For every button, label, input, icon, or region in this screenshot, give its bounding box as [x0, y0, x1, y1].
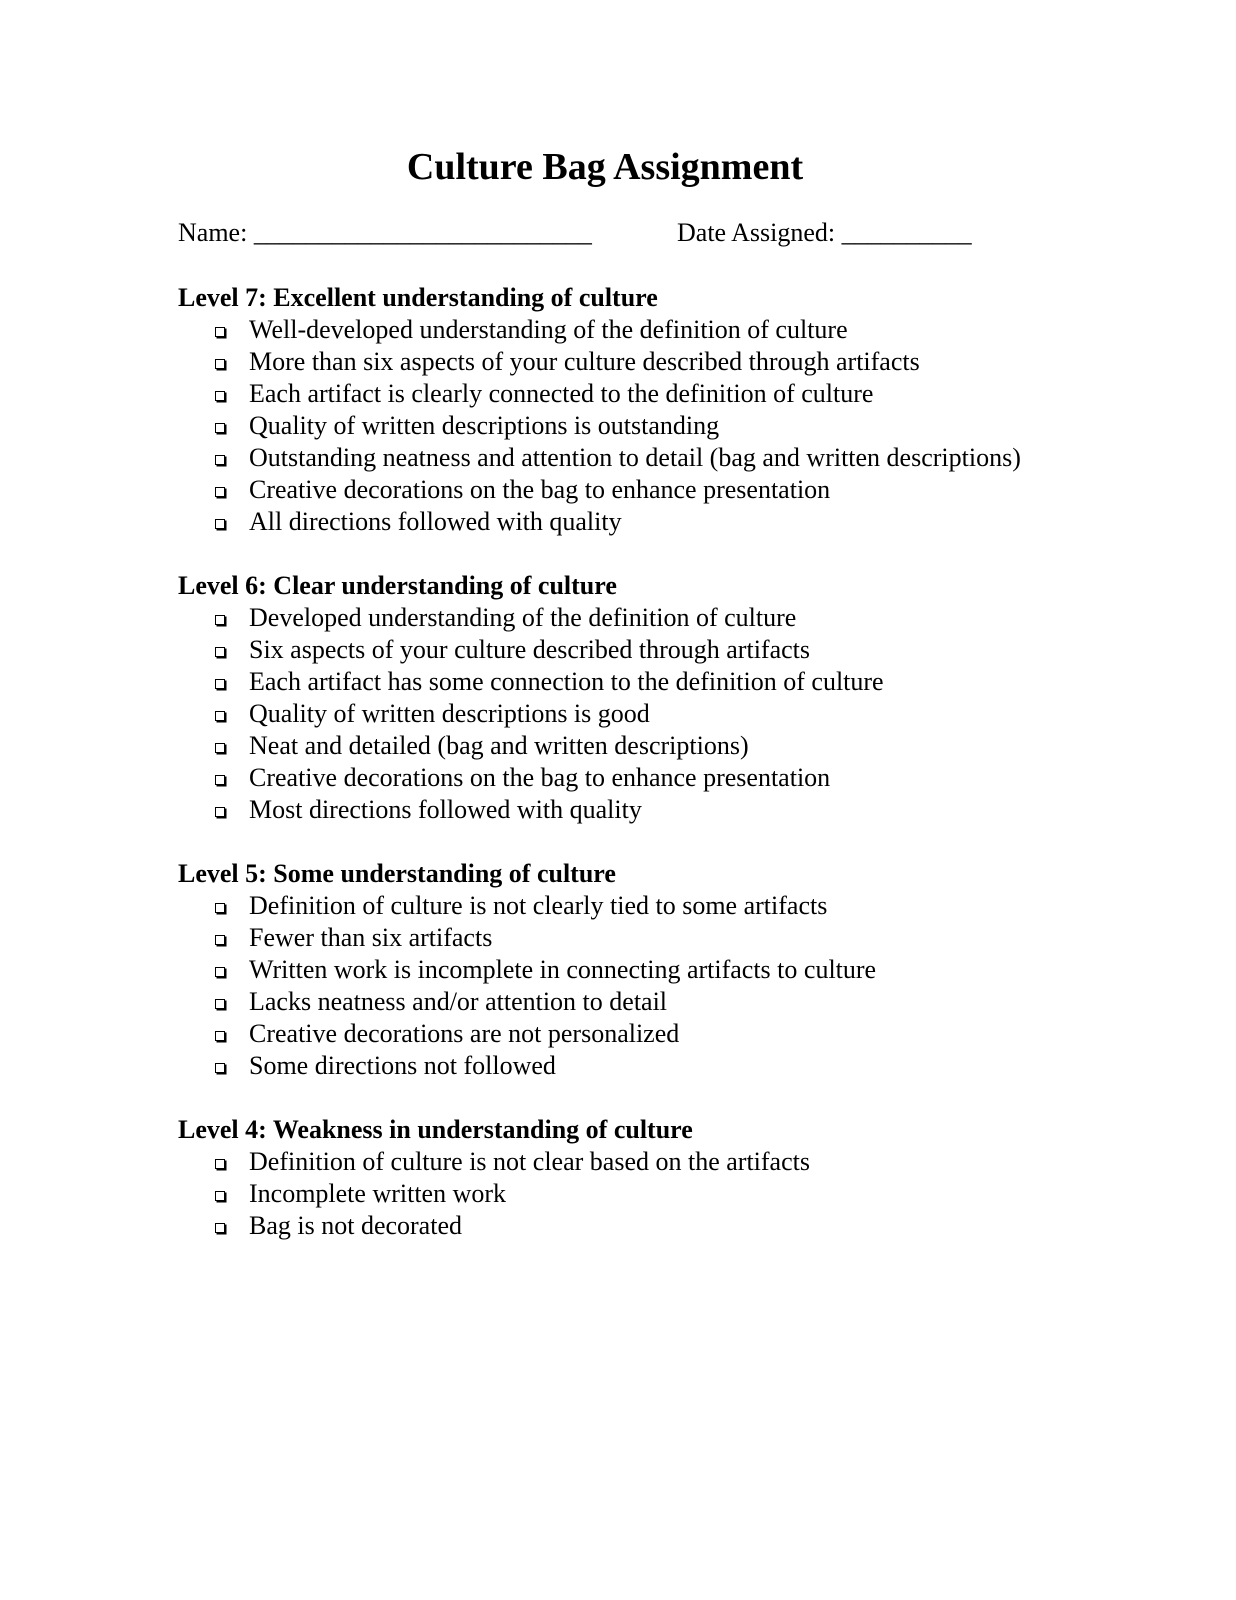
- page-title: Culture Bag Assignment: [406, 146, 804, 188]
- criterion-text: All directions followed with quality: [249, 507, 622, 536]
- list-item: [178, 314, 1078, 346]
- checkbox-bullet-icon: [215, 1191, 225, 1201]
- criterion-text: Outstanding neatness and attention to detail (bag and written descriptions): [249, 443, 1021, 472]
- list-item: [178, 634, 1078, 666]
- checkbox-bullet-icon: [215, 743, 225, 753]
- list-item: [178, 986, 1078, 1018]
- criterion-text: More than six aspects of your culture described through artifacts: [249, 347, 920, 376]
- criteria-list: [178, 314, 1078, 538]
- criterion-text: Well-developed understanding of the definition of culture: [249, 315, 848, 344]
- checkbox-bullet-icon: [215, 391, 225, 401]
- name-label: Name:: [178, 218, 248, 247]
- list-item: [178, 506, 1078, 538]
- checkbox-bullet-icon: [215, 359, 225, 369]
- checkbox-bullet-icon: [215, 775, 225, 785]
- section-heading: Level 6: Clear understanding of culture: [178, 571, 617, 600]
- checkbox-bullet-icon: [215, 807, 225, 817]
- criteria-list: [178, 602, 1078, 826]
- checkbox-bullet-icon: [215, 903, 225, 913]
- criterion-text: Lacks neatness and/or attention to detail: [249, 987, 668, 1016]
- rubric-section: [178, 1114, 1078, 1242]
- list-item: [178, 410, 1078, 442]
- criteria-list: [178, 890, 1078, 1082]
- list-item: [178, 890, 1078, 922]
- date-field: [677, 217, 972, 249]
- checkbox-bullet-icon: [215, 1223, 225, 1233]
- list-item: [178, 378, 1078, 410]
- criterion-text: Incomplete written work: [249, 1179, 507, 1208]
- date-label: Date Assigned:: [677, 218, 836, 247]
- list-item: [178, 1178, 1078, 1210]
- rubric-section: [178, 282, 1078, 538]
- checkbox-bullet-icon: [215, 487, 225, 497]
- list-item: [178, 346, 1078, 378]
- checkbox-bullet-icon: [215, 519, 225, 529]
- rubric: [178, 282, 1078, 1274]
- checkbox-bullet-icon: [215, 935, 225, 945]
- criterion-text: Each artifact has some connection to the definition of culture: [249, 667, 884, 696]
- checkbox-bullet-icon: [215, 999, 225, 1009]
- criterion-text: Creative decorations on the bag to enhance presentation: [249, 475, 831, 504]
- criterion-text: Quality of written descriptions is good: [249, 699, 650, 728]
- criterion-text: Six aspects of your culture described through artifacts: [249, 635, 810, 664]
- section-heading: Level 5: Some understanding of culture: [178, 859, 616, 888]
- checkbox-bullet-icon: [215, 679, 225, 689]
- checkbox-bullet-icon: [215, 711, 225, 721]
- list-item: [178, 474, 1078, 506]
- list-item: [178, 762, 1078, 794]
- criterion-text: Some directions not followed: [249, 1051, 556, 1080]
- section-heading: Level 4: Weakness in understanding of culture: [178, 1115, 693, 1144]
- date-blank: __________: [841, 218, 972, 247]
- criterion-text: Each artifact is clearly connected to the definition of culture: [249, 379, 874, 408]
- header-fields: [178, 217, 972, 249]
- list-item: [178, 666, 1078, 698]
- list-item: [178, 954, 1078, 986]
- list-item: [178, 442, 1078, 474]
- list-item: [178, 1050, 1078, 1082]
- list-item: [178, 698, 1078, 730]
- criterion-text: Written work is incomplete in connecting artifacts to culture: [249, 955, 877, 984]
- list-item: [178, 922, 1078, 954]
- criterion-text: Developed understanding of the definition of culture: [249, 603, 797, 632]
- list-item: [178, 730, 1078, 762]
- checkbox-bullet-icon: [215, 455, 225, 465]
- checkbox-bullet-icon: [215, 1031, 225, 1041]
- criterion-text: Most directions followed with quality: [249, 795, 642, 824]
- criterion-text: Definition of culture is not clearly tied to some artifacts: [249, 891, 828, 920]
- criterion-text: Creative decorations on the bag to enhance presentation: [249, 763, 831, 792]
- checkbox-bullet-icon: [215, 615, 225, 625]
- criterion-text: Neat and detailed (bag and written descriptions): [249, 731, 749, 760]
- checkbox-bullet-icon: [215, 967, 225, 977]
- criterion-text: Bag is not decorated: [249, 1211, 462, 1240]
- list-item: [178, 1018, 1078, 1050]
- criterion-text: Creative decorations are not personalized: [249, 1019, 680, 1048]
- rubric-section: [178, 858, 1078, 1082]
- checkbox-bullet-icon: [215, 327, 225, 337]
- checkbox-bullet-icon: [215, 647, 225, 657]
- checkbox-bullet-icon: [215, 1063, 225, 1073]
- name-blank: __________________________: [253, 218, 592, 247]
- criteria-list: [178, 1146, 1078, 1242]
- list-item: [178, 794, 1078, 826]
- rubric-section: [178, 570, 1078, 826]
- list-item: [178, 1210, 1078, 1242]
- checkbox-bullet-icon: [215, 423, 225, 433]
- criterion-text: Fewer than six artifacts: [249, 923, 493, 952]
- criterion-text: Definition of culture is not clear based on the artifacts: [249, 1147, 810, 1176]
- list-item: [178, 602, 1078, 634]
- section-heading: Level 7: Excellent understanding of culture: [178, 283, 658, 312]
- criterion-text: Quality of written descriptions is outstanding: [249, 411, 720, 440]
- list-item: [178, 1146, 1078, 1178]
- checkbox-bullet-icon: [215, 1159, 225, 1169]
